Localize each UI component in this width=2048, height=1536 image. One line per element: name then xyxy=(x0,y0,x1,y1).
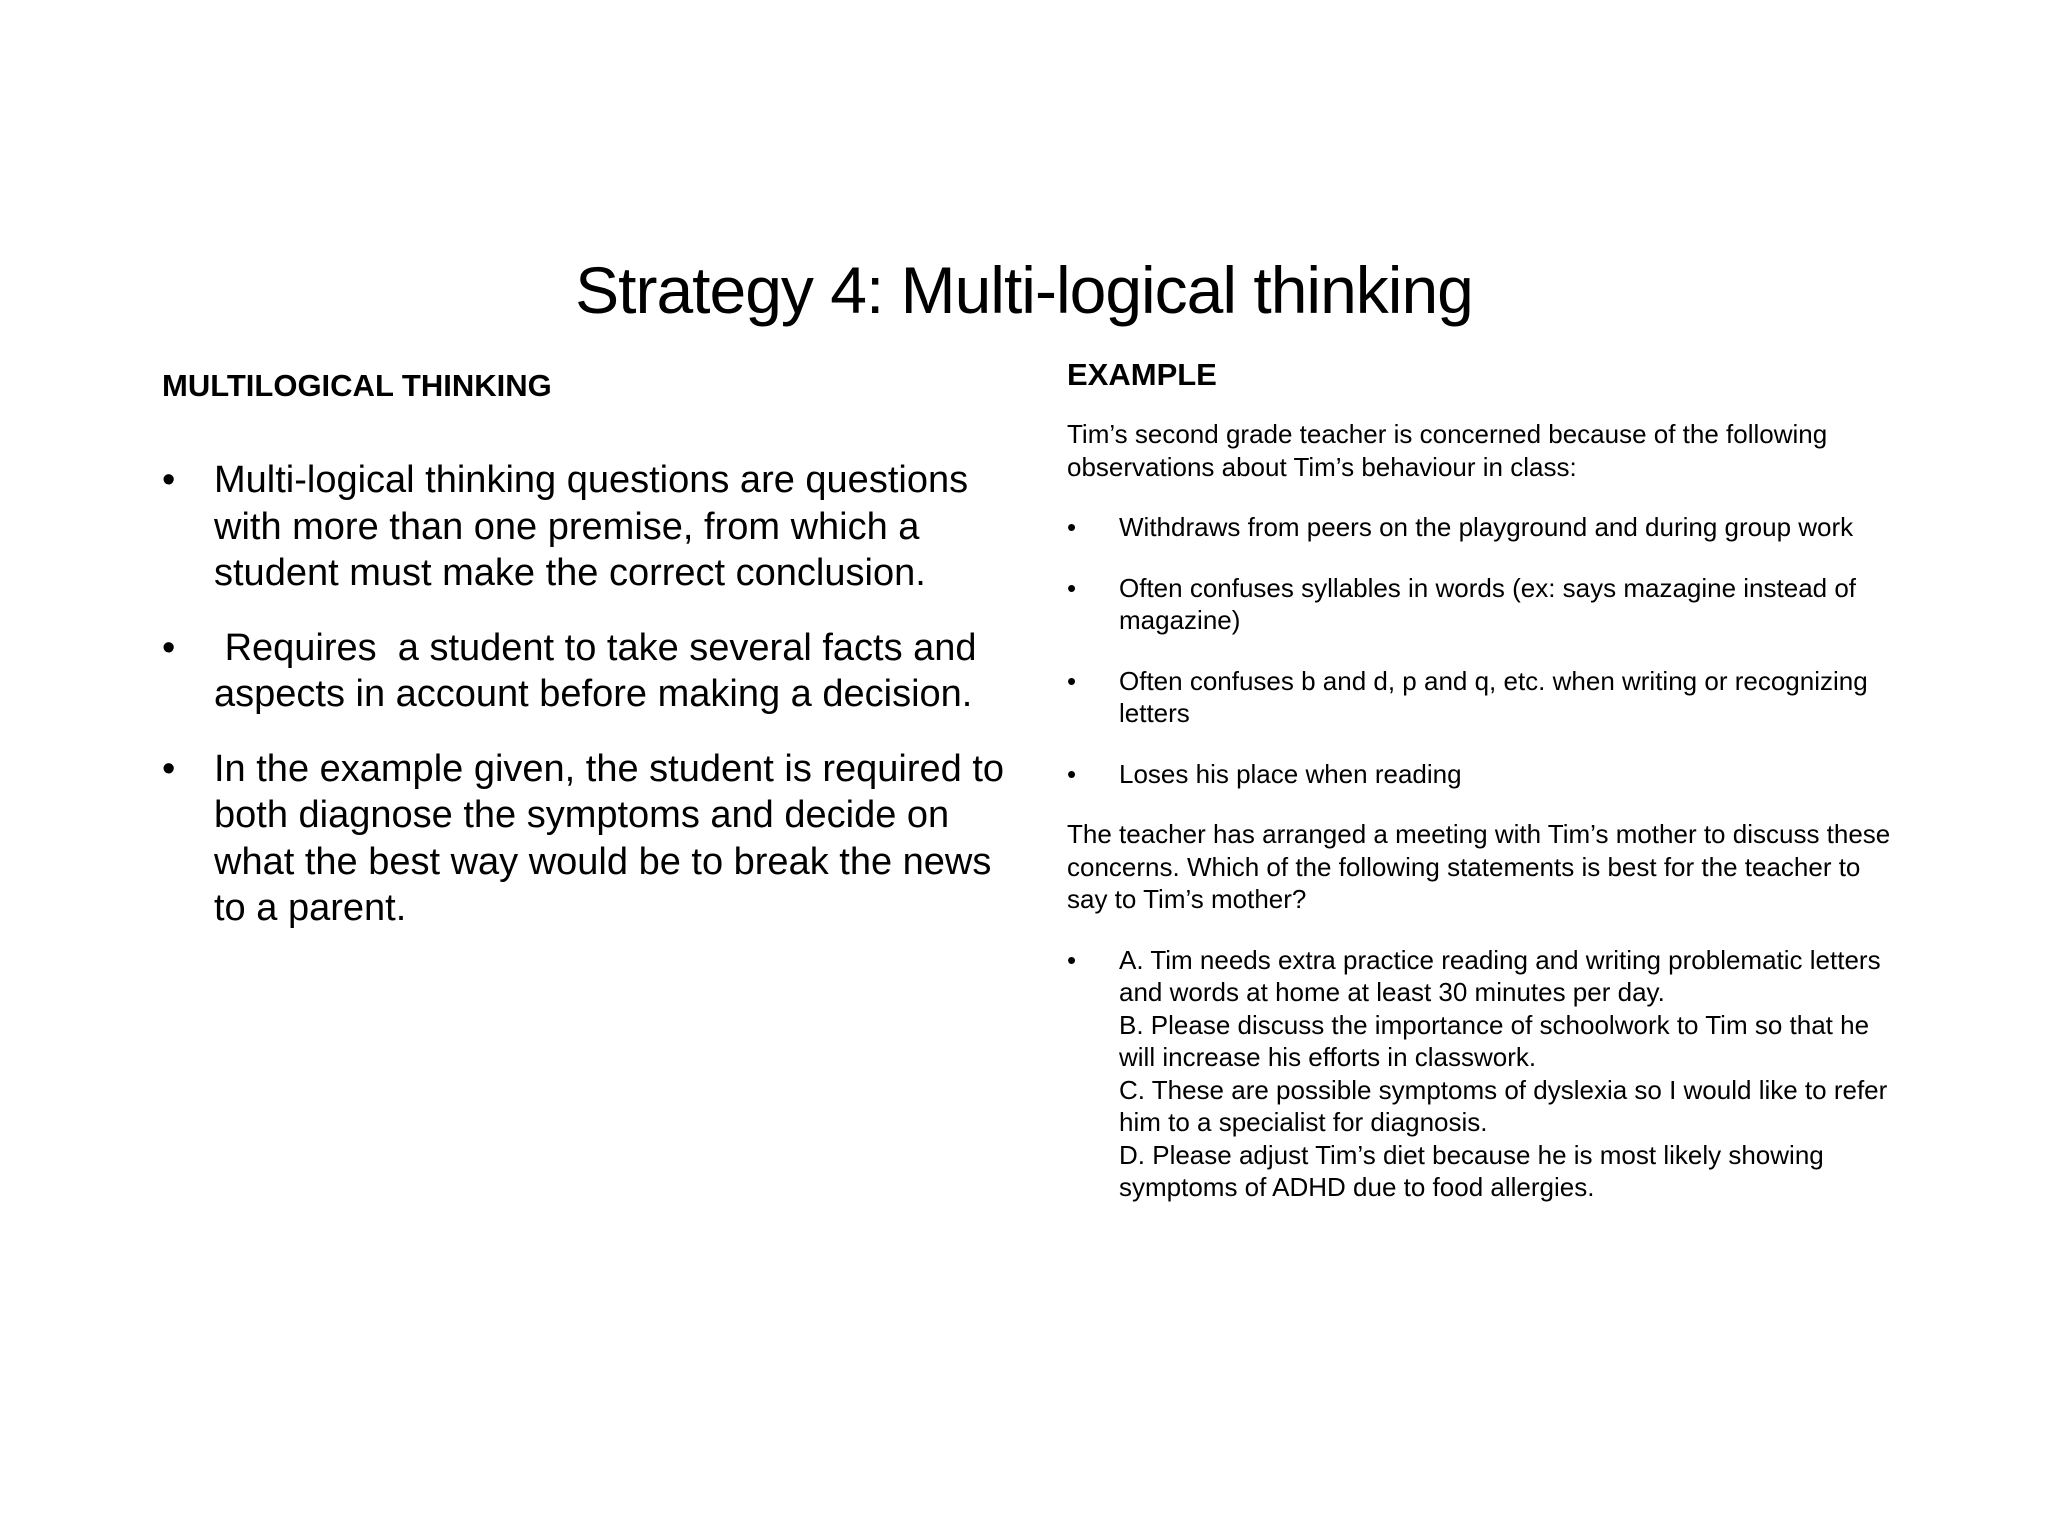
answer-options-list xyxy=(1067,944,1907,1204)
observation-text: Often confuses b and d, p and q, etc. when writing or recognizing letters xyxy=(1119,665,1868,728)
observation-text: Withdraws from peers on the playground and during group work xyxy=(1119,512,1854,542)
observation-item xyxy=(1067,758,1907,791)
left-bullet-text: Multi-logical thinking questions are questions with more than one premise, from which a student must make the correct conclusion. xyxy=(214,459,969,594)
bullet-icon: • xyxy=(1067,944,1077,975)
example-intro: Tim’s second grade teacher is concerned because of the following observations about Tim’s behaviour in class: xyxy=(1067,419,1828,482)
answer-option-d: D. Please adjust Tim’s diet because he is most likely showing symptoms of ADHD due to food allergies. xyxy=(1119,1139,1824,1202)
left-heading: MULTILOGICAL THINKING xyxy=(162,368,552,403)
observation-item xyxy=(1067,665,1907,730)
bullet-icon: • xyxy=(162,626,176,669)
answer-option-b: B. Please discuss the importance of schoolwork to Tim so that he will increase his efforts in classwork. xyxy=(1119,1009,1870,1072)
answer-option-c: C. These are possible symptoms of dyslexia so I would like to refer him to a specialist for diagnosis. xyxy=(1119,1074,1888,1137)
bullet-icon: • xyxy=(1067,572,1077,603)
observation-list xyxy=(1067,511,1907,790)
left-bullet-text: In the example given, the student is required to both diagnose the symptoms and decide on what the best way would be to break the news to a parent. xyxy=(214,747,1005,929)
answer-option-a: A. Tim needs extra practice reading and writing problematic letters and words at home at least 30 minutes per day. xyxy=(1119,944,1881,1007)
bullet-icon: • xyxy=(1067,665,1077,696)
observation-text: Often confuses syllables in words (ex: says mazagine instead of magazine) xyxy=(1119,572,1857,635)
left-bullet-item xyxy=(162,746,1022,932)
left-bullet-list xyxy=(162,457,1022,960)
left-bullet-item xyxy=(162,457,1022,597)
left-column xyxy=(162,365,1022,929)
left-bullet-text: Requires a student to take several facts and aspects in account before making a decision. xyxy=(214,626,988,715)
bullet-icon: • xyxy=(1067,758,1077,789)
example-question: The teacher has arranged a meeting with Tim’s mother to discuss these concerns. Which of the following statements is best for the teacher to say to Tim’s mother? xyxy=(1067,819,1891,914)
bullet-icon: • xyxy=(162,747,176,790)
slide-title: Strategy 4: Multi-logical thinking xyxy=(575,253,1473,327)
bullet-icon: • xyxy=(162,459,176,501)
observation-item xyxy=(1067,511,1907,544)
bullet-icon: • xyxy=(1067,512,1077,542)
answer-options-item xyxy=(1067,944,1907,1204)
left-bullet-item xyxy=(162,625,1022,718)
observation-text: Loses his place when reading xyxy=(1119,758,1462,789)
right-heading: EXAMPLE xyxy=(1067,357,1217,392)
observation-item xyxy=(1067,572,1907,637)
right-column xyxy=(1067,354,1907,1232)
